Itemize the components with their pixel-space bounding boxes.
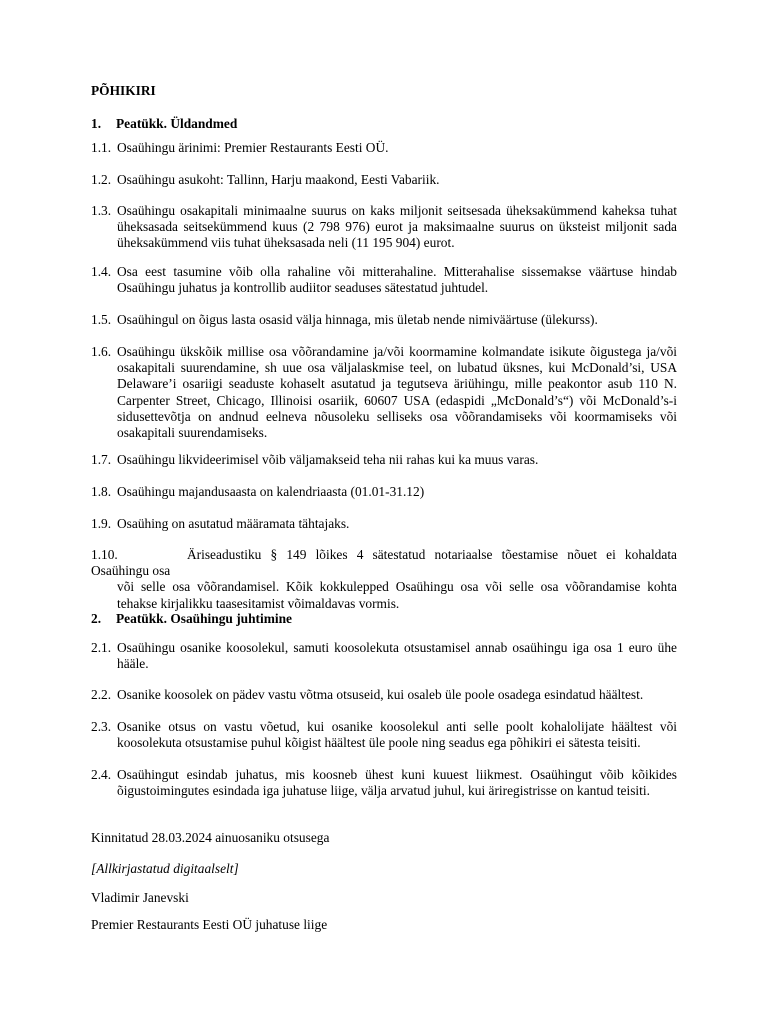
section-heading-1 (91, 116, 237, 132)
clause-2-2 (91, 687, 677, 703)
section-number: 2. (91, 611, 102, 626)
clause-text: Osaühingu ükskõik millise osa võõrandamine ja/või koormamine kolmandate isikute õigustega ja/või osakapitali suurendamine, sh uue osa väljalaskmise teel, on lubatud üksnes, kui McDonald’si, USA Delaware’i osariigi seaduste kohaselt asutatud ja tegutseva äriühingu, mille peakontor asub 110 N. Carpenter Street, Chicago, Illinoisi osariik, 60607 USA (edaspidi „McDonald’s“) või McDonald’s-i sidusettevõtja on andnud eelneva nõusoleku selliseks osa võõrandamiseks või koormamiseks või osakapitali suurendamiseks. (117, 344, 677, 441)
clause-text: Osa eest tasumine võib olla rahaline või mitterahaline. Mitterahalise sissemakse väärtuse hindab Osaühingu juhatus ja kontrollib audiitor seaduses sätestatud juhtudel. (117, 264, 677, 296)
clause-number: 2.4. (91, 767, 112, 782)
clause-text: Osaühingu osakapitali minimaalne suurus on kaks miljonit seitsesada üheksakümmend kaheksa tuhat üheksasada seitsekümmend kuus (2 798 976) eurot ja maksimaalne suurus on üksteist miljonit sada üheksakümmend viis tuhat üheksasada neli (11 195 904) eurot. (117, 203, 677, 251)
section-number: 1. (91, 116, 102, 131)
clause-number: 1.5. (91, 312, 112, 327)
clause-1-8 (91, 484, 677, 500)
clause-number: 1.8. (91, 484, 112, 499)
approval-line: Kinnitatud 28.03.2024 ainuosaniku otsusega (91, 830, 330, 845)
clause-2-4 (91, 767, 677, 799)
clause-1-6 (91, 344, 677, 441)
clause-number: 1.10. (91, 547, 118, 562)
clause-number: 1.1. (91, 140, 112, 155)
section-title: Peatükk. Osaühingu juhtimine (116, 611, 292, 626)
section-title: Peatükk. Üldandmed (116, 116, 238, 131)
clause-1-5 (91, 312, 677, 328)
clause-text-continuation: või selle osa võõrandamisel. Kõik kokkulepped Osaühingu osa või selle osa võõrandamise kohta tehakse kirjalikku taasesitamist võimaldavas vormis. (117, 579, 677, 611)
clause-text: Osaühingu osanike koosolekul, samuti koosolekuta otsustamisel annab osaühingu iga osa 1 euro ühe hääle. (117, 640, 677, 672)
clause-number: 2.2. (91, 687, 112, 702)
clause-number: 1.3. (91, 203, 112, 218)
clause-number: 1.7. (91, 452, 112, 467)
clause-number: 2.3. (91, 719, 112, 734)
signatory-role: Premier Restaurants Eesti OÜ juhatuse liige (91, 917, 328, 932)
clause-text: Osaühingut esindab juhatus, mis koosneb ühest kuni kuuest liikmest. Osaühingut võib kõikides õigustoimingutes esindada iga juhatuse liige, välja arvatud juhul, kui äriregistrisse on kantud teisiti. (117, 767, 677, 799)
clause-text (91, 547, 677, 612)
clause-number: 1.9. (91, 516, 112, 531)
clause-text: Osanike koosolek on pädev vastu võtma otsuseid, kui osaleb üle poole osadega esindatud häältest. (117, 687, 644, 702)
clause-text: Osanike otsus on vastu võetud, kui osanike koosolekul anti selle poolt kohalolijate häältest või koosolekuta otsustamise puhul kõigist häältest üle poole ning seadus ega põhikiri ei sätesta teisiti. (117, 719, 677, 751)
clause-1-3 (91, 203, 677, 252)
clause-2-3 (91, 719, 677, 751)
clause-text: Osaühingu ärinimi: Premier Restaurants Eesti OÜ. (117, 140, 389, 155)
clause-1-4 (91, 264, 677, 296)
clause-1-2 (91, 172, 677, 188)
clause-number: 2.1. (91, 640, 112, 655)
clause-1-10 (91, 547, 677, 612)
clause-number: 1.2. (91, 172, 112, 187)
digital-signature-note: [Allkirjastatud digitaalselt] (91, 861, 239, 876)
clause-text: Osaühing on asutatud määramata tähtajaks. (117, 516, 350, 531)
clause-number: 1.6. (91, 344, 112, 359)
clause-text: Osaühingu asukoht: Tallinn, Harju maakond, Eesti Vabariik. (117, 172, 440, 187)
clause-1-1 (91, 140, 677, 156)
clause-text-first-line: Äriseadustiku § 149 lõikes 4 sätestatud notariaalse tõestamise nõuet ei kohaldata Osaühingu osa (91, 547, 677, 579)
signatory-name: Vladimir Janevski (91, 890, 189, 905)
clause-2-1 (91, 640, 677, 672)
clause-1-7 (91, 452, 677, 468)
clause-text: Osaühingu majandusaasta on kalendriaasta (01.01-31.12) (117, 484, 425, 499)
section-heading-2 (91, 611, 292, 627)
clause-1-9 (91, 516, 677, 532)
clause-text: Osaühingul on õigus lasta osasid välja hinnaga, mis ületab nende nimiväärtuse (ülekurss). (117, 312, 598, 327)
clause-number: 1.4. (91, 264, 112, 279)
clause-text: Osaühingu likvideerimisel võib väljamakseid teha nii rahas kui ka muus varas. (117, 452, 539, 467)
document-title: PÕHIKIRI (91, 83, 156, 98)
